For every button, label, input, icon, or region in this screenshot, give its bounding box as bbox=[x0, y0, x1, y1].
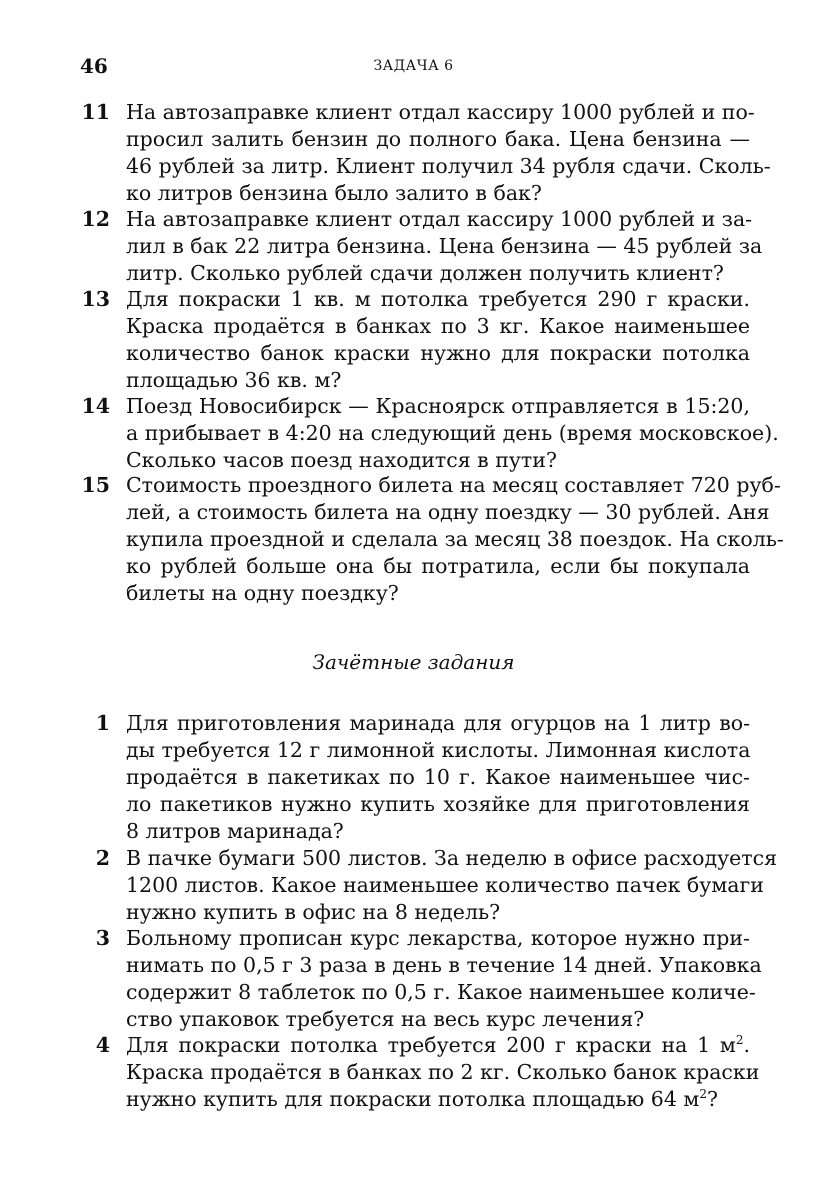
problem-13 bbox=[80, 286, 750, 394]
test-problem-1 bbox=[80, 710, 750, 845]
problem-text bbox=[126, 472, 784, 607]
test-problem-4 bbox=[80, 1032, 760, 1113]
problem-line: литр. Сколько рублей сдачи должен получить клиент? bbox=[126, 261, 724, 285]
problem-line: 8 литров маринада? bbox=[126, 819, 344, 843]
section-title: Зачётные задания bbox=[312, 650, 515, 674]
problem-line: купила проездной и сделала за месяц 38 поездок. На сколь- bbox=[126, 527, 784, 551]
problem-line: ко рублей больше она бы потратила, если бы покупала bbox=[126, 554, 750, 578]
problem-line bbox=[126, 1086, 750, 1113]
problem-12 bbox=[80, 206, 763, 287]
problem-line: ко литров бензина было залито в бак? bbox=[126, 181, 542, 205]
problem-text bbox=[126, 845, 778, 926]
problem-number: 4 bbox=[95, 1033, 110, 1057]
problem-line: содержит 8 таблеток по 0,5 г. Какое наименьшее количе- bbox=[126, 980, 756, 1004]
problem-text bbox=[126, 1032, 760, 1113]
superscript: 2 bbox=[735, 1033, 744, 1048]
problem-line: Краска продаётся в банках по 2 кг. Сколько банок краски bbox=[126, 1060, 760, 1084]
problem-number: 12 bbox=[81, 207, 110, 231]
test-problem-2 bbox=[80, 845, 778, 926]
superscript: 2 bbox=[699, 1087, 707, 1102]
problem-line: Сколько часов поезд находится в пути? bbox=[126, 448, 557, 472]
problem-line: продаётся в пакетиках по 10 г. Какое наименьшее чис- bbox=[126, 765, 750, 789]
page-number: 46 bbox=[80, 54, 108, 78]
problem-line: просил залить бензин до полного бака. Цена бензина — bbox=[126, 127, 750, 151]
problem-line: количество банок краски нужно для покраски потолка bbox=[126, 341, 750, 365]
problem-line: На автозаправке клиент отдал кассиру 1000 рублей и за- bbox=[126, 207, 753, 231]
problem-number: 15 bbox=[81, 473, 110, 497]
test-problem-3 bbox=[80, 925, 762, 1033]
problem-text bbox=[126, 710, 750, 845]
problem-line: площадью 36 кв. м? bbox=[126, 368, 342, 392]
problem-line: нужно купить в офис на 8 недель? bbox=[126, 900, 501, 924]
problem-15 bbox=[80, 472, 784, 607]
problem-text bbox=[126, 925, 762, 1033]
problem-11 bbox=[80, 99, 771, 207]
problem-line: Краска продаётся в банках по 3 кг. Какое наименьшее bbox=[126, 314, 750, 338]
problem-number: 13 bbox=[81, 287, 110, 311]
problem-line: ло пакетиков нужно купить хозяйке для приготовления bbox=[126, 792, 750, 816]
problem-line: Стоимость проездного билета на месяц составляет 720 руб- bbox=[126, 473, 781, 497]
line-text: Для покраски потолка требуется 200 г краски на 1 м bbox=[126, 1033, 736, 1057]
problem-line: ды требуется 12 г лимонной кислоты. Лимонная кислота bbox=[126, 738, 751, 762]
problem-line: билеты на одну поездку? bbox=[126, 581, 399, 605]
problem-line: На автозаправке клиент отдал кассиру 1000 рублей и по- bbox=[126, 100, 755, 124]
problem-text bbox=[126, 206, 763, 287]
problem-line: лил в бак 22 литра бензина. Цена бензина — 45 рублей за bbox=[126, 234, 763, 258]
problem-line: Поезд Новосибирск — Красноярск отправляется в 15:20, bbox=[126, 394, 750, 418]
problem-line: нимать по 0,5 г 3 раза в день в течение 14 дней. Упаковка bbox=[126, 953, 762, 977]
problem-text bbox=[126, 99, 771, 207]
problem-line: Для покраски 1 кв. м потолка требуется 290 г краски. bbox=[126, 287, 750, 311]
problem-line: ство упаковок требуется на весь курс лечения? bbox=[126, 1007, 645, 1031]
problem-number: 11 bbox=[81, 100, 110, 124]
problem-number: 1 bbox=[95, 711, 110, 735]
problem-number: 2 bbox=[95, 846, 110, 870]
problem-line: лей, а стоимость билета на одну поездку — 30 рублей. Аня bbox=[126, 500, 770, 524]
problem-line: а прибывает в 4:20 на следующий день (время московское). bbox=[126, 421, 779, 445]
problem-line: Для приготовления маринада для огурцов на 1 литр во- bbox=[126, 711, 750, 735]
problem-text bbox=[126, 393, 779, 474]
line-end: . bbox=[743, 1033, 750, 1057]
running-head: ЗАДАЧА 6 bbox=[373, 58, 454, 74]
problem-number: 14 bbox=[81, 394, 110, 418]
problem-number: 3 bbox=[95, 926, 110, 950]
line-end: ? bbox=[706, 1087, 718, 1111]
problem-text bbox=[126, 286, 750, 394]
problem-line: 46 рублей за литр. Клиент получил 34 рубля сдачи. Сколь- bbox=[126, 154, 771, 178]
problem-line: 1200 листов. Какое наименьшее количество пачек бумаги bbox=[126, 873, 764, 897]
problem-line bbox=[126, 1032, 750, 1059]
problem-14 bbox=[80, 393, 779, 474]
line-text: нужно купить для покраски потолка площадью 64 м bbox=[126, 1087, 700, 1111]
problem-line: В пачке бумаги 500 листов. За неделю в офисе расходуется bbox=[126, 846, 778, 870]
problem-line: Больному прописан курс лекарства, которое нужно при- bbox=[126, 926, 750, 950]
